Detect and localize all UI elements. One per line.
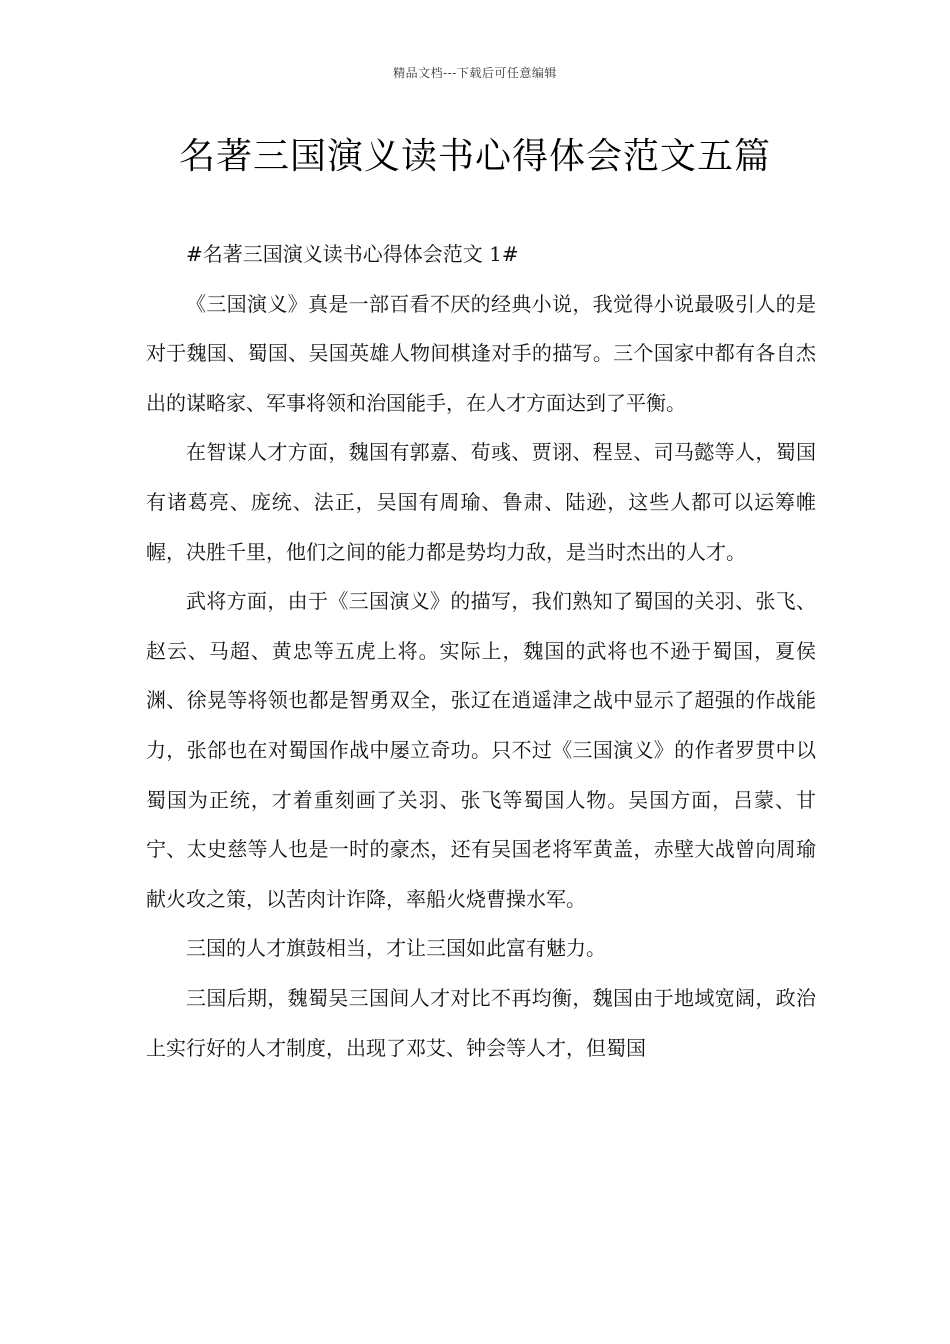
header-note: 精品文档---下载后可任意编辑 (393, 66, 557, 80)
paragraph: 武将方面，由于《三国演义》的描写，我们熟知了蜀国的关羽、张飞、赵云、马超、黄忠等五虎上将。实际上，魏国的武将也不逊于蜀国，夏侯渊、徐晃等将领也都是智勇双全，张辽在逍遥津之战中显示了超强的作战能力，张郃也在对蜀国作战中屡立奇功。只不过《三国演义》的作者罗贯中以蜀国为正统，才着重刻画了关羽、张飞等蜀国人物。吴国方面，吕蒙、甘宁、太史慈等人也是一时的豪杰，还有吴国老将军黄盖，赤壁大战曾向周瑜献火攻之策，以苦肉计诈降，率船火烧曹操水军。 (146, 589, 816, 911)
paragraph: 三国的人才旗鼓相当，才让三国如此富有魅力。 (186, 936, 606, 961)
paragraph: 三国后期，魏蜀吴三国间人才对比不再均衡，魏国由于地域宽阔，政治上实行好的人才制度，出现了邓艾、钟会等人才，但蜀国 (146, 985, 816, 1060)
section-heading: #名著三国演义读书心得体会范文 1# (186, 242, 519, 266)
paragraph: 《三国演义》真是一部百看不厌的经典小说，我觉得小说最吸引人的是对于魏国、蜀国、吴国英雄人物间棋逢对手的描写。三个国家中都有各自杰出的谋略家、军事将领和治国能手，在人才方面达到了平衡。 (146, 291, 816, 415)
paragraph: 在智谋人才方面，魏国有郭嘉、荀彧、贾诩、程昱、司马懿等人，蜀国有诸葛亮、庞统、法正，吴国有周瑜、鲁肃、陆逊，这些人都可以运筹帷幄，决胜千里，他们之间的能力都是势均力敌，是当时杰出的人才。 (146, 440, 816, 564)
document-body (146, 230, 816, 1073)
document-title: 名著三国演义读书心得体会范文五篇 (178, 136, 771, 177)
